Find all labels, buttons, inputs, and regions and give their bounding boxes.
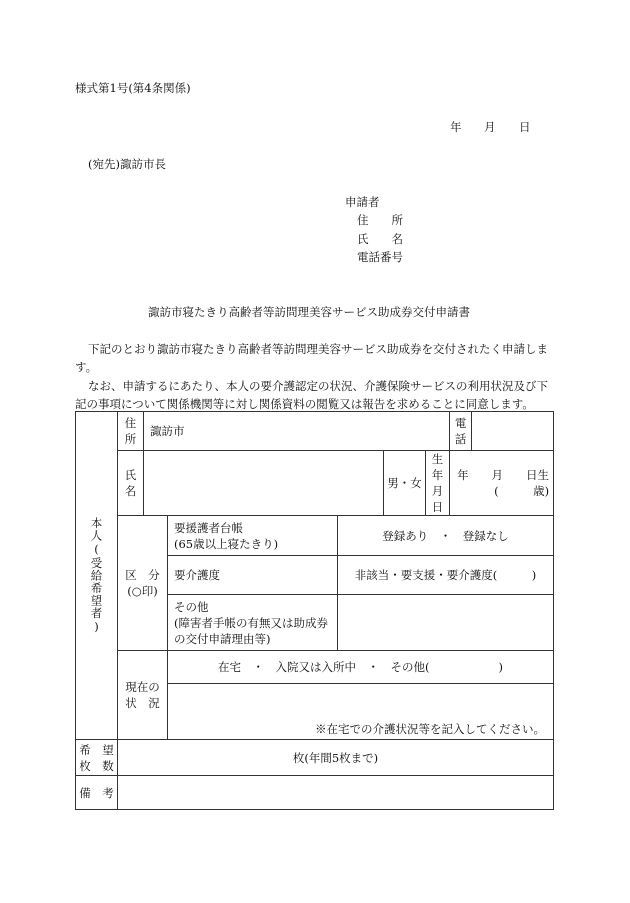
form-number: 様式第1号(第4条関係) [75, 81, 191, 95]
addressee: (宛先)諏訪市長 [88, 157, 166, 171]
hope-label-2: 枚 数 [79, 758, 114, 773]
status-options-row [76, 651, 554, 684]
register-label-cell [168, 516, 338, 556]
other-value-field[interactable] [338, 595, 554, 651]
remarks-value-field[interactable] [118, 776, 554, 810]
date-day: 日 [519, 120, 531, 134]
address-label-1: 住 [124, 416, 137, 430]
hope-value-field[interactable] [118, 740, 554, 776]
hope-value: 枚(年間5枚まで) [292, 750, 379, 765]
status-detail-field[interactable] [168, 684, 554, 740]
phone-label-2: 話 [454, 432, 467, 446]
birth-label-2: 月 日 [431, 484, 455, 514]
remarks-label-cell [76, 776, 118, 810]
gender-select[interactable] [384, 451, 426, 516]
status-label-2: 状 況 [125, 696, 160, 710]
body-paragraph-1-line-1: 下記のとおり諏訪市寝たきり高齢者等訪問理美容サービス助成券を交付されたく申請しま [88, 342, 548, 356]
name-label-cell [118, 451, 144, 516]
name-row [76, 451, 554, 516]
applicant-address-label: 住 所 [357, 213, 403, 227]
birth-label-1: 生 年 [431, 452, 455, 482]
body-paragraph-2-line-2: 記の事項について関係機関等に対し関係資料の閲覧又は報告を求めることに同意します。 [75, 397, 534, 411]
birth-label-cell [426, 451, 455, 516]
other-label-1: その他 [174, 599, 209, 614]
other-label-2: (障害者手帳の有無又は助成券 [174, 615, 328, 630]
category-label-2: (○印) [127, 584, 158, 598]
address-row [76, 412, 554, 451]
remarks-row [76, 776, 554, 810]
address-label-2: 所 [124, 432, 137, 446]
birth-value: 年 月 日生 [457, 468, 550, 482]
person-label: 本人(受給希望者) [89, 516, 104, 635]
name-label-2: 名 [124, 484, 137, 498]
register-label-1: 要援護者台帳 [174, 520, 243, 535]
address-label-cell [118, 412, 144, 451]
address-value: 諏訪市 [150, 424, 185, 438]
register-options-select[interactable] [338, 516, 554, 556]
name-value-field[interactable] [144, 451, 384, 516]
hope-row [76, 740, 554, 776]
phone-label-cell [450, 412, 472, 451]
date-month: 月 [484, 120, 496, 134]
address-value-field[interactable] [144, 412, 450, 451]
application-table [75, 411, 554, 810]
birth-value-field[interactable] [450, 451, 554, 516]
register-label-2: (65歳以上寝たきり) [174, 536, 279, 551]
body-paragraph-2-line-1: なお、申請するにあたり、本人の要介護認定の状況、介護保険サービスの利用状況及び下 [88, 379, 548, 393]
register-options: 登録あり ・ 登録なし [382, 528, 509, 543]
status-options: 在宅 ・ 入院又は入所中 ・ その他( ) [218, 660, 504, 674]
applicant-heading: 申請者 [345, 195, 380, 209]
care-options: 非該当・要支援・要介護度( ) [354, 568, 537, 582]
hope-label-cell [76, 740, 118, 776]
date-year: 年 [450, 120, 462, 134]
care-label: 要介護度 [174, 568, 220, 582]
name-label-1: 氏 [124, 468, 137, 482]
care-options-select[interactable] [338, 556, 554, 595]
phone-label-1: 電 [454, 416, 467, 430]
person-label-cell [76, 412, 118, 740]
applicant-phone-label: 電話番号 [357, 250, 403, 264]
hope-label-1: 希 望 [79, 742, 114, 757]
other-label-cell [168, 595, 338, 651]
category-label-cell [118, 516, 168, 651]
status-label-cell [118, 651, 168, 740]
phone-value-field[interactable] [472, 412, 554, 451]
age-value: ( 歳) [494, 484, 550, 498]
status-label-1: 現在の [125, 680, 160, 694]
category-label-1: 区 分 [125, 568, 160, 582]
applicant-name-label: 氏 名 [357, 232, 403, 246]
care-label-cell [168, 556, 338, 595]
remarks-label: 備 考 [79, 785, 114, 800]
other-label-3: の交付申請理由等) [174, 631, 271, 646]
register-row [76, 516, 554, 556]
status-options-select[interactable] [168, 651, 554, 684]
gender-options: 男・女 [387, 476, 422, 490]
page-title: 諏訪市寝たきり高齢者等訪問理美容サービス助成券交付申請書 [148, 305, 470, 319]
body-paragraph-1-line-2: す。 [75, 360, 98, 374]
status-note: ※在宅での介護状況等を記入してください。 [315, 722, 546, 736]
